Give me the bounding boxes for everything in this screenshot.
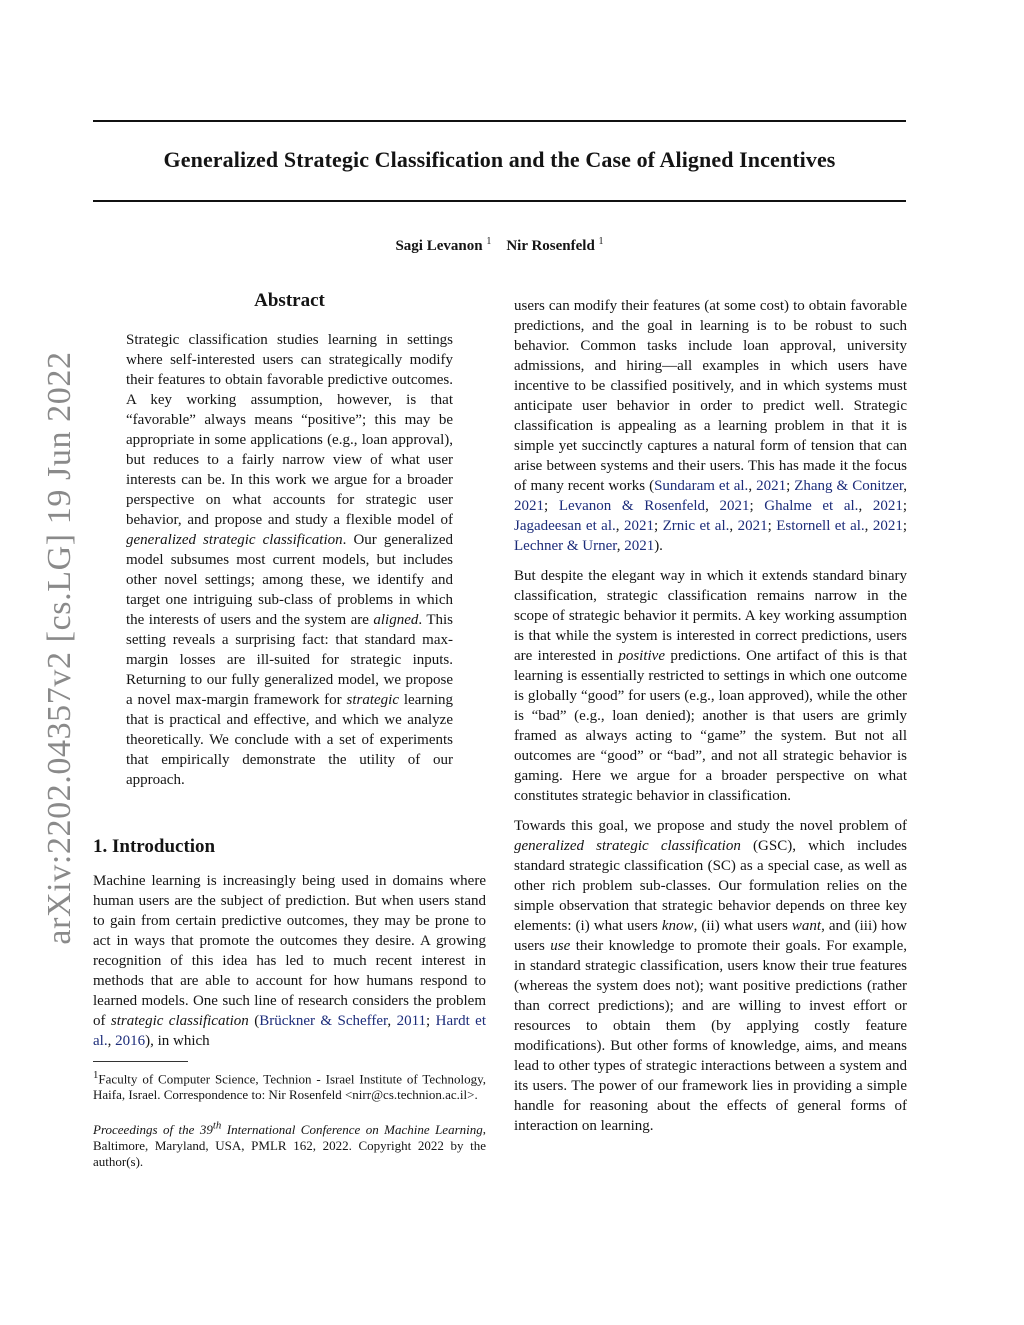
title-rule-top (93, 120, 906, 122)
arxiv-watermark: arXiv:2202.04357v2 [cs.LG] 19 Jun 2022 (41, 351, 78, 945)
paragraph-emphasis: positive (618, 648, 665, 664)
paragraph-text: ), in which (145, 1033, 210, 1049)
abstract-text: . This setting reveals a surprising fact: that standard max-margin losses are ill-suited for strategic inputs. Returning to our fully generalized model, we propose a novel max-margin framework for (126, 612, 453, 708)
author-name: Sagi Levanon (395, 238, 483, 254)
footnote-mark: 1 (93, 1069, 99, 1081)
citation-link[interactable]: Sundaram et al. (654, 478, 749, 494)
paragraph-text: users can modify their features (at some cost) to obtain favorable predictions, and the goal in learning is to be robust to such behavior. Common tasks include loan approval, university admissions, and hiring—all examples in which users have incentive to be classified positively, and in which systems must anticipate user behavior in order to predict well. Strategic classification is appealing as a learning problem in that it is simple yet succinctly captures a natural form of tension that can arise between systems and their users. This has made it the focus of many recent works ( (514, 298, 907, 494)
citation-link[interactable]: 2021 (514, 498, 544, 514)
paragraph-text: Towards this goal, we propose and study the novel problem of (514, 818, 907, 834)
citation-link[interactable]: Jagadeesan et al. (514, 518, 616, 534)
paper-title: Generalized Strategic Classification and the Case of Aligned Incentives (163, 147, 836, 172)
paragraph-emphasis: know (661, 918, 694, 934)
abstract-heading: Abstract (254, 290, 325, 311)
citation-link[interactable]: 2021 (719, 498, 750, 514)
paragraph-text: ( (248, 1013, 260, 1029)
abstract-text: Strategic classification studies learning in settings where self-interested users can strategically modify their features to obtain favorable predictive outcomes. A key working assumption, however, is that “favorable” always means “positive”; this may be appropriate in some applications (e.g., loan approval), but reduces to a fairly narrow view of what user interests can be. In this work we argue for a broader perspective on what accounts for strategic user behavior, and propose and study a flexible model of (126, 332, 453, 528)
citation-link[interactable]: Zhang & Conitzer (794, 478, 904, 494)
paragraph-text: (GSC), which includes standard strategic classification (SC) as a special case, as well as other rich problem sub-classes. Our formulation relies on the simple observation that strategic behavior depends on three key elements: (i) what users (514, 838, 907, 934)
footnote-rule (93, 1061, 188, 1062)
footnote-text: Faculty of Computer Science, Technion - Israel Institute of Technology, Haifa, Israel. Correspondence to: Nir Rosenfeld <nirr@cs.technion.ac.il>. (93, 1071, 486, 1103)
citation-link[interactable]: 2016 (115, 1033, 146, 1049)
right-column (514, 296, 907, 1146)
paragraph-text: , and (iii) how users (514, 918, 908, 954)
body-paragraph (514, 566, 907, 806)
author-affiliation-mark: 1 (598, 236, 604, 247)
abstract-emphasis: generalized strategic classification (126, 532, 343, 548)
citation-link[interactable]: 2021 (756, 478, 787, 494)
citation-link[interactable]: Lechner & Urner (514, 538, 617, 554)
paragraph-text: predictions. One artifact of this is that learning is essentially restricted to settings in which one outcome is globally “good” for users (e.g., loan approved), while the other is “bad” (e.g., loan denied); another is that users are grimly framed as always acting to “game” the system. But not all outcomes are “good” or “bad”, and not all strategic behavior is gaming. Here we argue for a broader perspective on what constitutes strategic behavior in classification. (514, 648, 907, 804)
body-paragraph (514, 816, 907, 1136)
abstract-body (126, 330, 453, 790)
citation-link[interactable]: 2021 (872, 518, 903, 534)
abstract-text: learning that is practical and effective, and which we analyze theoretically. We conclude with a set of experiments that empirically demonstrate the utility of our approach. (126, 692, 453, 788)
body-paragraph: users can modify their features (at some cost) to obtain favorable predictions, and the goal in learning is to be robust to such behavior. Common tasks include loan approval, university admissions, and hiring—all examples in which users have incentive to be classified positively, and in which systems must anticipate user behavior in order to predict well. Strategic classification is appealing as a learning problem in that it is simple yet succinctly captures a natural form of tension that can arise between systems and their users. This has made it the focus of many recent works (Sundaram et al., 2021; Zhang & Conitzer, 2021; Levanon & Rosenfeld, 2021; Ghalme et al., 2021; Jagadeesan et al., 2021; Zrnic et al., 2021; Estornell et al., 2021; Lechner & Urner, 2021). (514, 298, 908, 554)
author-list (93, 236, 906, 255)
paragraph-text: , (ii) what users (693, 918, 792, 934)
section-heading-introduction: 1. Introduction (93, 836, 216, 857)
affiliation-footnote (93, 1067, 486, 1103)
paragraph-text: their knowledge to promote their goals. For example, in standard strategic classification, users know their true features (whereas the system does not); want positive predictions (rather than correct predictions); and are willing to invest effort or resources to obtain them (by applying costly feature modifications). But other forms of knowledge, aims, and means lead to other types of strategic interactions between a system and its users. The power of our framework lies in providing a simple handle for reasoning about the effects of general forms of interaction on learning. (514, 938, 907, 1134)
abstract-text: . Our generalized model subsumes most current models, but includes other novel settings; among these, we identify and target one intriguing sub-class of problems in which the interests of users and the system are (126, 532, 453, 628)
abstract-emphasis: strategic (346, 692, 400, 708)
proceedings-note: Proceedings of the 39th International Conference on Machine Learning, Baltimore, Maryland, USA, PMLR 162, 2022. Copyright 2022 by the author(s). (93, 1119, 486, 1169)
citation-link[interactable]: 2021 (624, 538, 655, 554)
citation-link[interactable]: Levanon & Rosenfeld (558, 498, 706, 514)
paragraph-emphasis: want (791, 918, 822, 934)
paragraph-emphasis: use (550, 938, 571, 954)
citation-link[interactable]: 2021 (737, 518, 768, 534)
citation-link[interactable]: Brückner & Scheffer (259, 1013, 388, 1029)
citation-link[interactable]: 2011 (396, 1013, 427, 1029)
author-name: Nir Rosenfeld (506, 238, 595, 254)
citation-link[interactable]: 2021 (872, 498, 903, 514)
intro-paragraph: Machine learning is increasingly being used in domains where human users are the subject of prediction. But when users stand to gain from certain predictive outcomes, they may be prone to act in ways that promote the outcomes they desire. A growing recognition of this idea has led to much recent interest in methods that are able to account for how humans respond to learned models. One such line of research considers the problem of strategic classification (Brückner & Scheffer, 2011; Hardt et al., 2016), in which (93, 873, 486, 1049)
abstract-emphasis: aligned (373, 612, 419, 628)
citation-link[interactable]: Zrnic et al. (662, 518, 730, 534)
paragraph-text: But despite the elegant way in which it extends standard binary classification, strategic classification remains narrow in the scope of strategic behavior it permits. A key working assumption is that while the system is interested in correct predictions, users are interested in (514, 568, 907, 664)
citation-link[interactable]: Estornell et al. (776, 518, 865, 534)
title-rule-bottom (93, 200, 906, 202)
author-affiliation-mark: 1 (486, 236, 492, 247)
citation-link[interactable]: Hardt et al. (93, 1013, 486, 1049)
citation-link[interactable]: Ghalme et al. (764, 498, 859, 514)
paragraph-text: Machine learning is increasingly being used in domains where human users are the subject of prediction. But when users stand to gain from certain predictive outcomes, they may be prone to act in ways that promote the outcomes they desire. A growing recognition of this idea has led to much recent interest in methods that are able to account for how humans respond to learned models. One such line of research considers the problem of (93, 873, 486, 1029)
paragraph-emphasis: generalized strategic classification (514, 838, 741, 854)
paragraph-emphasis: strategic classification (110, 1013, 249, 1029)
citation-link[interactable]: 2021 (623, 518, 654, 534)
left-column (93, 290, 486, 1170)
